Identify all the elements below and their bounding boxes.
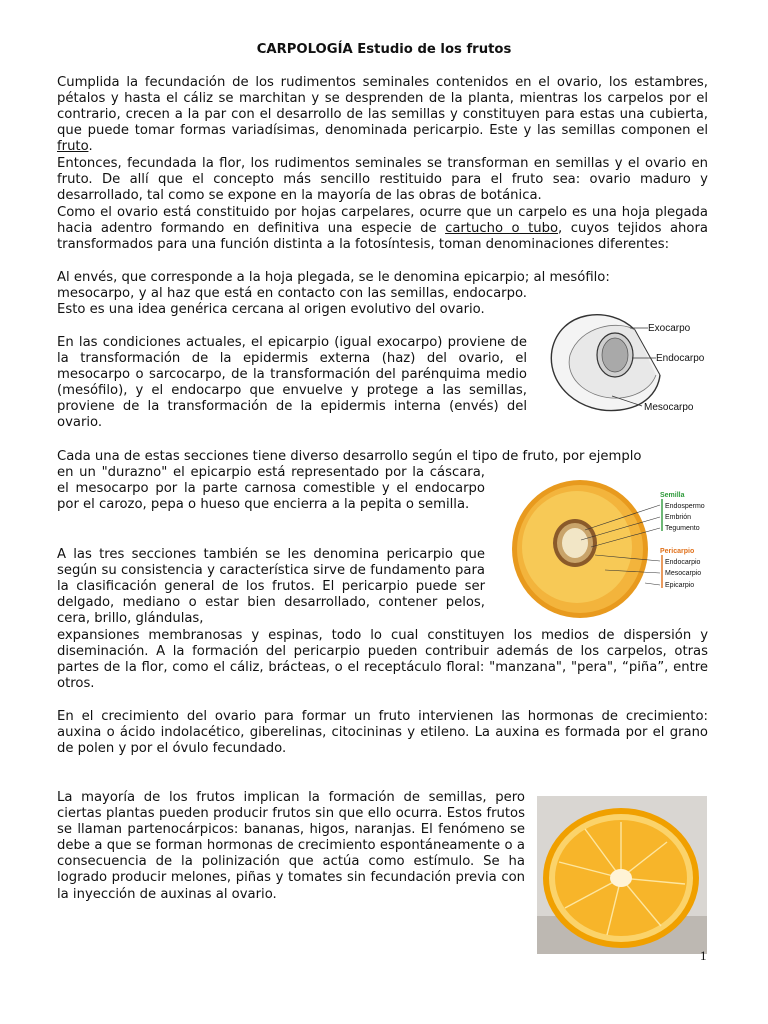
paragraph-hormonas: En el crecimiento del ovario para formar un fruto intervienen las hormonas de crecimiento: auxina o ácido indolacético, giberelinas, citocininas y etileno. La auxina es formada por el grano de polen y por el óvulo fecundado. [57, 709, 708, 757]
orange-photo [537, 796, 707, 954]
label-epicarpio: Epicarpio [665, 582, 695, 589]
label-mesocarpo: Mesocarpo [644, 402, 694, 413]
paragraph-ovario [57, 205, 708, 253]
peach-sketch-figure [540, 300, 712, 420]
paragraph-fecundacion [57, 75, 708, 155]
paragraph-enves-line: Al envés, que corresponde a la hoja plegada, se le denomina epicarpio; al mesófilo: [57, 270, 610, 285]
label-mesocarpio: Mesocarpio [665, 570, 702, 577]
paragraph-pericarpio: A las tres secciones también se les denomina pericarpio que según su consistencia y característica sirve de fundamento para la clasificación general de los frutos. El pericarpio puede ser delgado, mediano o estar bien desarrollado, contener pelos, cera, brillo, glándulas, [57, 547, 485, 627]
paragraph-condiciones: En las condiciones actuales, el epicarpio (igual exocarpo) proviene de la transformación de la epidermis externa (haz) del ovario, el mesocarpo o sarcocarpo, de la transformación del parénquima medio (mesófilo), y el endocarpo que envuelve y protege a las semillas, proviene de la transformación de la epidermis interna (envés) del ovario. [57, 335, 527, 431]
paragraph-expansiones: expansiones membranosas y espinas, todo lo cual constituyen los medios de dispersión y diseminación. A la formación del pericarpio pueden contribuir además de los carpelos, otras partes de la flor, como el cáliz, brácteas, o el receptáculo floral: "manzana", "pera", “piña”, entre otros. [57, 628, 708, 692]
p3-end: , cuyos tejidos ahora transformados para una función distinta a la fotosíntesis, toman denominaciones diferentes: [57, 221, 708, 253]
fruto-link[interactable]: fruto [57, 139, 89, 155]
peach-color-diagram [505, 475, 720, 625]
p3-text: Como el ovario está constituido por hojas carpelares, ocurre que un carpelo es una hoja plegada hacia adentro formando en definitiva una especie de [57, 205, 708, 237]
paragraph-durazno: en un "durazno" el epicarpio está representado por la cáscara, el mesocarpo por la parte carnosa comestible y el endocarpo por el carozo, pepa o hueso que encierra a la pepita o semilla. [57, 465, 485, 513]
label-endospermo: Endospermo [665, 503, 705, 510]
page-number: 1 [700, 948, 707, 963]
label-endocarpio: Endocarpio [665, 559, 701, 566]
page-title: CARPOLOGÍA Estudio de los frutos [256, 42, 512, 57]
label-endocarpo: Endocarpo [656, 353, 705, 364]
p1-text: Cumplida la fecundación de los rudimentos seminales contenidos en el ovario, los estambres, pétalos y hasta el cáliz se marchitan y se desprenden de la planta, mientras los carpelos por el contrario, crecen a la par con el desarrollo de las semillas y constituyen para estas una cubierta, que puede tomar formas variadísimas, denominada pericarpio. Este y las semillas componen el [57, 75, 708, 139]
label-embrion: Embrión [665, 514, 692, 521]
paragraph-partenocarpicos: La mayoría de los frutos implican la formación de semillas, pero ciertas plantas pueden producir frutos sin que ello ocurra. Estos frutos se llaman partenocárpicos: bananas, higos, naranjas. El fenómeno se debe a que se forman hormonas de crecimiento espontáneamente o a consecuencia de la polinización que actúa como estímulo. Se ha logrado producir melones, piñas y tomates sin fecundación previa con la inyección de auxinas al ovario. [57, 790, 525, 902]
label-exocarpo: Exocarpo [648, 323, 691, 334]
paragraph-mesocarpo: mesocarpo, y al haz que está en contacto con las semillas, endocarpo. Esto es una idea genérica cercana al origen evolutivo del ovario. [57, 286, 527, 318]
p1-end: . [88, 139, 93, 155]
label-pericarpio: Pericarpio [660, 548, 695, 555]
paragraph-entonces: Entonces, fecundada la flor, los rudimentos seminales se transforman en semillas y el ovario en fruto. De allí que el concepto más sencillo restituido para el fruto sea: ovario maduro y desarrollado, tal como se expone en la mayoría de las obras de botánica. [57, 156, 708, 204]
label-tegumento: Tegumento [665, 525, 700, 532]
cartucho-link[interactable]: cartucho o tubo [445, 221, 559, 237]
label-semilla: Semilla [660, 492, 685, 499]
paragraph-secciones-line: Cada una de estas secciones tiene diverso desarrollo según el tipo de fruto, por ejemplo [57, 449, 642, 464]
